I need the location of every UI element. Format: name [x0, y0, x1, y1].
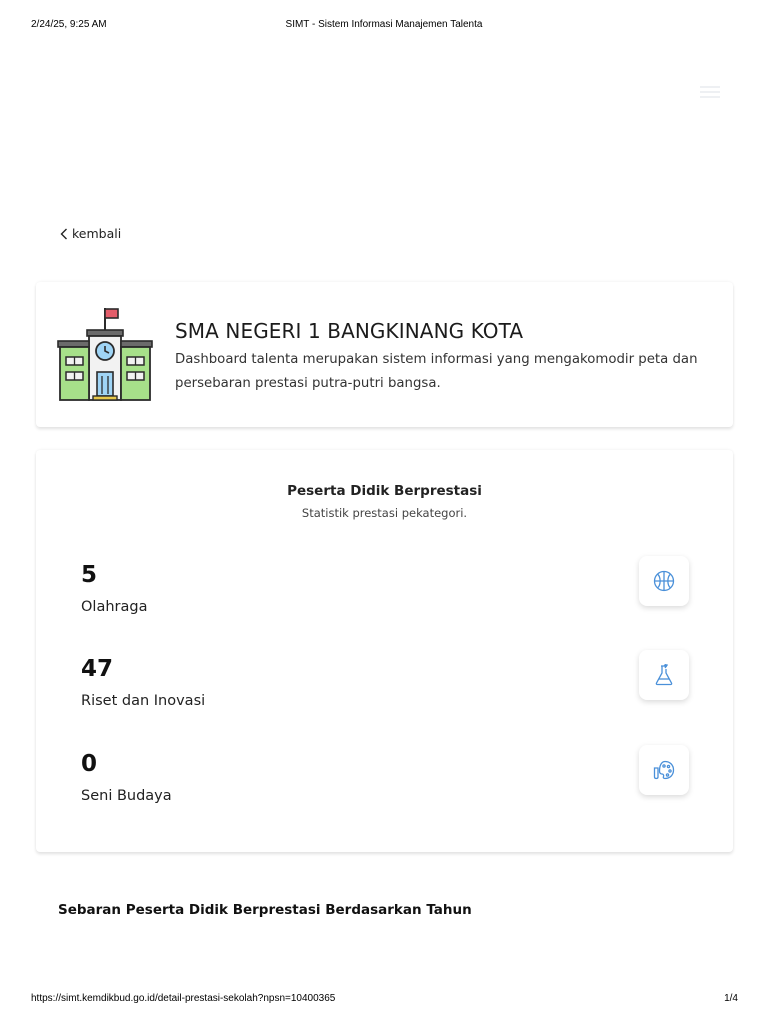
stat-value: 5 [81, 562, 98, 588]
print-datetime: 2/24/25, 9:25 AM [31, 19, 107, 30]
stat-row-olahraga [81, 562, 691, 632]
stat-icon-button-riset[interactable] [639, 650, 689, 700]
achievement-stats-card [36, 450, 733, 852]
chevron-left-icon [60, 228, 68, 240]
stat-label: Olahraga [81, 599, 148, 615]
stats-title: Peserta Didik Berprestasi [287, 483, 482, 499]
back-link[interactable] [60, 226, 121, 241]
stat-label: Riset dan Inovasi [81, 693, 206, 709]
distribution-section-heading: Sebaran Peserta Didik Berprestasi Berdasarkan Tahun [58, 902, 472, 918]
school-name: SMA NEGERI 1 BANGKINANG KOTA [175, 319, 524, 343]
stat-row-seni-budaya [81, 751, 691, 821]
stat-row-riset-inovasi [81, 656, 691, 726]
stat-value: 0 [81, 751, 98, 777]
stat-label: Seni Budaya [81, 788, 172, 804]
stat-value: 47 [81, 656, 114, 682]
stats-subtitle: Statistik prestasi pekategori. [301, 506, 468, 520]
school-building-icon [56, 306, 154, 404]
basketball-icon [652, 569, 676, 593]
flask-icon [652, 663, 676, 687]
print-page-number: 1/4 [724, 993, 738, 1004]
palette-icon [652, 758, 676, 782]
print-url: https://simt.kemdikbud.go.id/detail-prestasi-sekolah?npsn=10400365 [31, 993, 336, 1004]
print-header [0, 19, 768, 33]
hamburger-menu-icon[interactable] [700, 86, 720, 98]
back-link-label: kembali [72, 226, 122, 241]
stat-icon-button-olahraga[interactable] [639, 556, 689, 606]
stat-icon-button-seni[interactable] [639, 745, 689, 795]
print-page-title: SIMT - Sistem Informasi Manajemen Talenta [285, 19, 483, 30]
school-header-card [36, 282, 733, 427]
school-description: Dashboard talenta merupakan sistem informasi yang mengakomodir peta dan persebaran prestasi putra-putri bangsa. [175, 352, 698, 391]
